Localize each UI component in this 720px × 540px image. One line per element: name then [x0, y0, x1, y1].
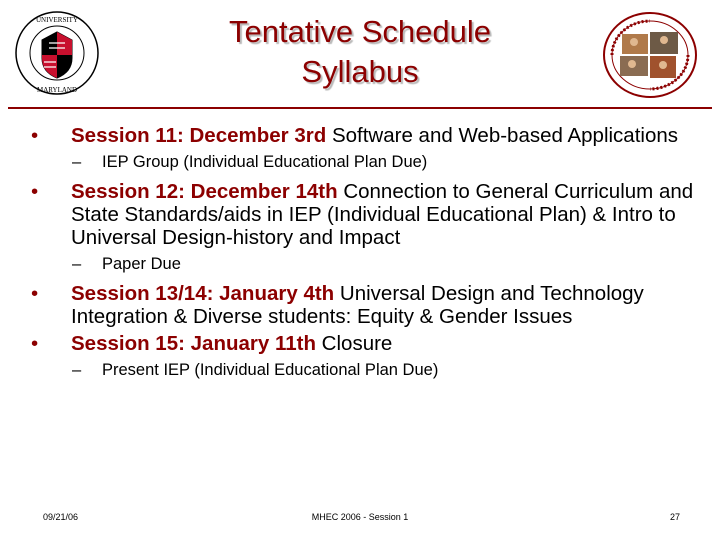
sub-item-text: Paper Due: [102, 255, 181, 273]
list-item: [28, 282, 708, 328]
session-text: Closure: [315, 332, 393, 355]
list-item: [28, 124, 708, 147]
slide-content: [28, 124, 708, 388]
sub-item-text: Present IEP (Individual Educational Plan Due): [102, 361, 439, 379]
sub-item-text: IEP Group (Individual Educational Plan Due): [102, 153, 428, 171]
session-text: Software and Web-based Applications: [326, 124, 679, 147]
session-heading: Session 13/14: January 4th: [71, 282, 335, 305]
bullet-icon: •: [31, 124, 39, 147]
dash-icon: –: [72, 153, 82, 171]
sub-item: [28, 360, 708, 380]
session-text: Connection to General Curriculum and State Standards/aids in IEP (Individual Educational Plan) & Intro to Universal Design-history and Impact: [71, 180, 694, 249]
sub-item: [28, 152, 708, 172]
session-heading: Session 12: December 14th: [71, 180, 338, 203]
university-of-maryland-seal-icon: [14, 10, 100, 96]
sub-item: [28, 254, 708, 274]
session-text: Universal Design and Technology Integration & Diverse students: Equity & Gender Issues: [71, 282, 644, 328]
svg-text:MARYLAND: MARYLAND: [36, 86, 78, 94]
dash-icon: –: [72, 361, 82, 379]
session-heading: Session 11: December 3rd: [71, 124, 327, 147]
dash-icon: –: [72, 255, 82, 273]
title-divider: [8, 107, 712, 109]
list-item: [28, 332, 708, 355]
footer-title: MHEC 2006 - Session 1: [311, 512, 409, 522]
educational-technology-seal-icon: [600, 10, 700, 100]
bullet-icon: •: [31, 332, 39, 355]
session-heading: Session 15: January 11th: [71, 332, 316, 355]
list-item: [28, 180, 708, 249]
slide-title: [150, 12, 570, 92]
page-number: 27: [669, 512, 680, 522]
bullet-icon: •: [31, 282, 39, 305]
title-line-1: Tentative Schedule: [229, 14, 491, 49]
title-line-2: Syllabus: [301, 54, 419, 89]
bullet-icon: •: [31, 180, 39, 203]
footer-date: 09/21/06: [43, 512, 79, 522]
svg-text:UNIVERSITY: UNIVERSITY: [36, 16, 78, 24]
